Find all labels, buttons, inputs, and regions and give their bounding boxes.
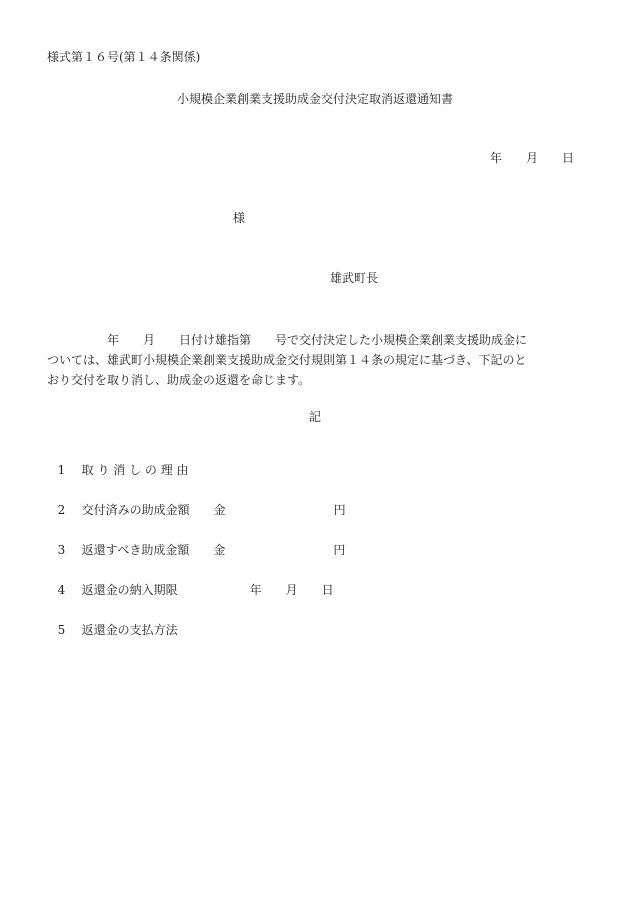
notice-body <box>47 330 587 390</box>
list-item-grant-paid-amount <box>50 492 346 516</box>
list-item-text: 交付済みの助成金額 金 円 <box>81 503 346 517</box>
issue-date-line: 年 月 日 <box>490 151 575 165</box>
notice-body-line-3: おり交付を取り消し、助成金の返還を命じます。 <box>47 373 311 387</box>
list-item-text: 取 り 消 し の 理 由 <box>81 463 189 477</box>
list-item-text: 返還金の支払方法 <box>81 623 178 637</box>
form-number: 様式第１６号(第１４条関係) <box>47 50 201 64</box>
list-item-number: 2 <box>57 503 66 517</box>
document-title: 小規模企業創業支援助成金交付決定取消返還通知書 <box>176 92 453 106</box>
list-item-number: 1 <box>57 463 66 477</box>
list-item-refund-amount <box>50 532 345 556</box>
list-item-number: 5 <box>57 623 66 637</box>
list-item-text: 返還金の納入期限 年 月 日 <box>81 583 334 597</box>
notice-body-line-1: 年 月 日付け雄指第 号で交付決定した小規模企業創業支援助成金に <box>47 333 528 347</box>
recipient-honorific: 様 <box>233 211 246 225</box>
list-item-number: 4 <box>57 583 66 597</box>
list-item-cancellation-reason <box>50 452 189 476</box>
list-item-payment-deadline <box>50 572 334 596</box>
list-item-text: 返還すべき助成金額 金 円 <box>81 543 346 557</box>
ki-heading: 記 <box>308 410 321 424</box>
list-item-number: 3 <box>57 543 66 557</box>
notice-body-line-2: ついては、雄武町小規模企業創業支援助成金交付規則第１４条の規定に基づき、下記のと <box>47 353 527 367</box>
list-item-payment-method <box>50 612 178 636</box>
issuer-name: 雄武町長 <box>330 271 379 285</box>
